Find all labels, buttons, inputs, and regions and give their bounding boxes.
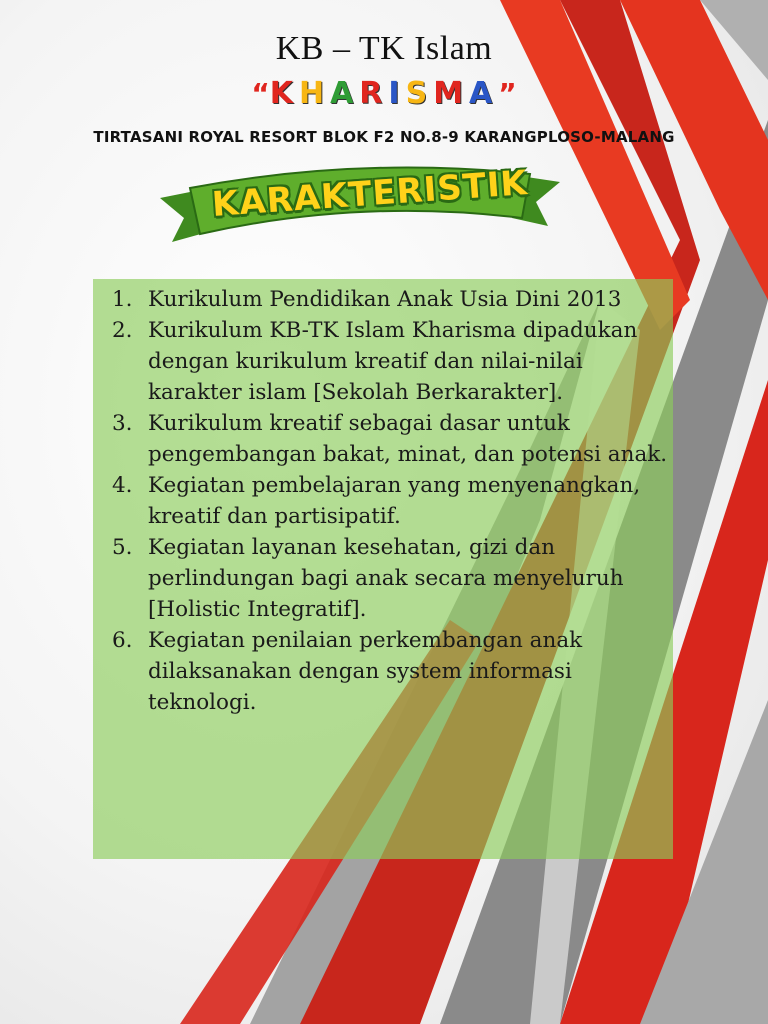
list-item [108, 532, 668, 625]
item-text: Kurikulum Pendidikan Anak Usia Dini 2013 [148, 287, 622, 312]
item-number: 2. [112, 318, 133, 343]
brand-letter: S [405, 76, 434, 111]
item-text: Kurikulum KB-TK Islam Kharisma dipadukan dengan kurikulum kreatif dan nilai-nilai karakter islam [Sekolah Berkarakter]. [148, 318, 638, 405]
characteristics-list [108, 284, 668, 718]
brand-close-quote: ” [498, 77, 517, 110]
brand-letter: R [359, 76, 389, 111]
brand-letter: A [469, 76, 499, 111]
item-number: 3. [112, 411, 133, 436]
banner-title: KARAKTERISTIK [210, 163, 530, 225]
brand-letter: M [433, 76, 470, 111]
list-item [108, 408, 668, 470]
list-item [108, 625, 668, 718]
item-number: 6. [112, 628, 133, 653]
brand-open-quote: “ [251, 77, 270, 110]
school-name: KB – TK Islam [275, 30, 493, 67]
item-text: Kegiatan layanan kesehatan, gizi dan perlindungan bagi anak secara menyeluruh [Holistic Integratif]. [148, 535, 624, 622]
brand-letter: A [330, 76, 360, 111]
item-text: Kurikulum kreatif sebagai dasar untuk pengembangan bakat, minat, dan potensi anak. [148, 411, 668, 467]
list-item [108, 470, 668, 532]
item-text: Kegiatan penilaian perkembangan anak dilaksanakan dengan system informasi teknologi. [148, 628, 583, 715]
brand-name [0, 76, 768, 111]
list-item [108, 284, 668, 315]
brand-letter: I [388, 76, 406, 111]
item-number: 1. [112, 287, 133, 312]
brand-letter: K [269, 76, 299, 111]
item-number: 5. [112, 535, 133, 560]
item-number: 4. [112, 473, 133, 498]
school-address: TIRTASANI ROYAL RESORT BLOK F2 NO.8-9 KARANGPLOSO-MALANG [93, 128, 675, 146]
brand-letter: H [298, 76, 331, 111]
item-text: Kegiatan pembelajaran yang menyenangkan, kreatif dan partisipatif. [148, 473, 641, 529]
list-item [108, 315, 668, 408]
